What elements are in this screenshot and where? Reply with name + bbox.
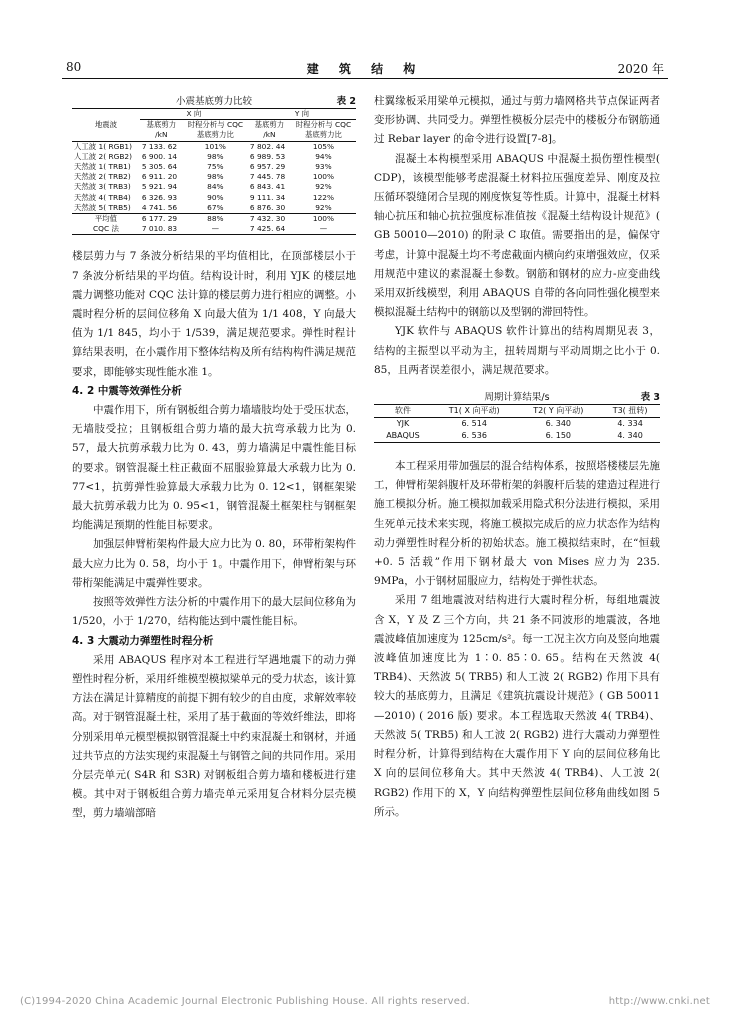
cell-t1: 6. 514 bbox=[461, 419, 487, 429]
cell-t2: 6. 340 bbox=[545, 419, 572, 429]
running-header bbox=[62, 60, 668, 78]
cnki-url: http://www.cnki.net bbox=[608, 996, 710, 1007]
paragraph: 混凝土本构模型采用 ABAQUS 中混凝土损伤塑性模型( CDP)，该模型能够考虑混凝土材料拉压强度差异、刚度及拉压循环裂缝闭合呈现的刚度恢复等性质。计算中，混凝土材料轴心抗压和轴心抗拉强度标准值按《混凝土结构设计规范》( GB 50010—2010) 的附录 C 取值。需要指出的是，偏保守考虑，计算中混凝土均不考虑截面内横向约束增强效应，仅采用规范中建议的素混凝土参数。钢筋和钢材的应力-应变曲线采用双折线模型，利用 ABAQUS 自带的各向同性强化模型来模拟混凝土结构中的钢筋以及型钢的滞回特性。 bbox=[374, 152, 660, 319]
cell-cqc-x-shear: 7 010. 83 bbox=[140, 224, 183, 235]
th-x-shear-unit: /kN bbox=[140, 130, 183, 141]
table-row-average bbox=[72, 214, 356, 225]
header-rule bbox=[62, 78, 668, 79]
cell-x-shear: 6 326. 93 bbox=[141, 192, 178, 202]
table2-number: 表 2 bbox=[336, 96, 356, 107]
cell-y-ratio: 122% bbox=[312, 192, 335, 202]
table3-number: 表 3 bbox=[640, 392, 660, 404]
cell-x-shear: 4 741. 56 bbox=[140, 203, 183, 214]
cell-software: YJK bbox=[396, 419, 410, 429]
th-wave: 地震波 bbox=[72, 109, 140, 142]
left-column bbox=[72, 92, 356, 824]
table3-caption bbox=[374, 388, 660, 404]
cell-y-ratio: 94% bbox=[315, 151, 332, 161]
table3-title: 周期计算结果/s bbox=[484, 392, 550, 404]
table2-caption bbox=[72, 92, 356, 108]
th-x-shear: 基底剪力 bbox=[146, 120, 177, 130]
th-group-y: Y 向 bbox=[248, 109, 356, 120]
th-group-x: X 向 bbox=[140, 109, 248, 120]
paragraph: 中震作用下，所有钢板组合剪力墙墙肢均处于受压状态，无墙肢受拉；且钢板组合剪力墙的最大抗弯承载力比为 0. 57，最大抗剪承载力比为 0. 43，剪力墙满足中震性能目标的要求。钢管混凝土柱正截面不屈服验算最大承载力比为 0. 77<1，抗剪弹性验算最大承载力比为 0. 12<1，钢框架梁最大抗剪承载力比为 0. 95<1，钢管混凝土框架柱与钢框架均能满足预期的性能目标要求。 bbox=[72, 404, 356, 532]
cell-x-ratio: 90% bbox=[207, 192, 224, 202]
table-row bbox=[374, 430, 660, 443]
cell-y-ratio: 92% bbox=[315, 182, 332, 192]
table-row bbox=[72, 203, 356, 214]
page-number: 80 bbox=[66, 60, 82, 74]
cell-y-shear: 7 445. 78 bbox=[249, 172, 286, 182]
table-row bbox=[72, 152, 356, 162]
cell-x-ratio: 75% bbox=[207, 162, 224, 172]
cell-x-ratio: 101% bbox=[204, 141, 226, 151]
cell-y-ratio: 92% bbox=[291, 203, 356, 214]
table-row bbox=[72, 162, 356, 172]
paragraph: 采用 7 组地震波对结构进行大震时程分析，每组地震波含 X，Y 及 Z 三个方向，共 21 条不同波形的地震波，各地震波峰值加速度为 125cm/s²。每一工况主次方向及竖向地震波峰值加速度比为 1∶0. 85∶0. 65。结构在天然波 4( TRB4)、天然波 5( TRB5) 和人工波 2( RGB2) 作用下具有较大的基底剪力，且满足《建筑抗震设计规范》( GB 50011—2010) ( 2016 版) 要求。本工程选取天然波 4( TRB4)、天然波 5( TRB5) 和人工波 2( RGB2) 进行大震动力弹塑性时程分析，计算得到结构在大震作用下 Y 向的层间位移角比 X 向的层间位移角大。其中天然波 4( TRB4)、人工波 2( RGB2) 作用下的 X，Y 向结构弹塑性层间位移角曲线如图 5 所示。 bbox=[374, 594, 660, 818]
paragraph: 按照等效弹性方法分析的中震作用下的最大层间位移角为 1/520，小于 1/270，结构能达到中震性能目标。 bbox=[72, 596, 356, 628]
table-row bbox=[374, 418, 660, 431]
cell-t3: 4. 340 bbox=[600, 430, 660, 443]
table-row bbox=[72, 141, 356, 152]
table3-periods bbox=[374, 404, 660, 443]
cell-y-ratio: 100% bbox=[312, 172, 335, 182]
right-column bbox=[374, 92, 660, 822]
cell-t1: 6. 536 bbox=[432, 430, 517, 443]
cell-x-ratio: 98% bbox=[207, 151, 224, 161]
th-x-ratio-1: 时程分析与 CQC bbox=[187, 120, 244, 130]
th-t3: T3( 扭转) bbox=[600, 405, 660, 418]
table2-title: 小震基底剪力比较 bbox=[175, 96, 252, 107]
cell-x-shear: 5 305. 64 bbox=[141, 162, 178, 172]
cell-x-shear: 6 911. 20 bbox=[141, 172, 178, 182]
cell-avg-label: 平均值 bbox=[94, 214, 118, 224]
table-row bbox=[72, 172, 356, 182]
th-y-ratio-2: 基底剪力比 bbox=[291, 130, 356, 141]
table2-base-shear bbox=[72, 108, 356, 235]
cell-avg-y-shear: 7 432. 30 bbox=[249, 214, 286, 224]
paragraph: 加强层伸臂桁架构件最大应力比为 0. 80，环带桁架构件最大应力比为 0. 58，均小于 1。中震作用下，伸臂桁架与环带桁架能满足中震弹性要求。 bbox=[72, 538, 356, 589]
th-y-ratio-1: 时程分析与 CQC bbox=[295, 120, 352, 130]
cell-x-ratio: 67% bbox=[183, 203, 248, 214]
issue-year: 2020 年 bbox=[617, 62, 664, 76]
cell-y-shear: 6 989. 53 bbox=[249, 151, 286, 161]
cell-wave: 天然波 1( TRB1) bbox=[74, 162, 131, 172]
cell-wave: 天然波 3( TRB3) bbox=[74, 182, 131, 192]
cell-x-shear: 6 900. 14 bbox=[141, 151, 178, 161]
cell-wave: 天然波 2( TRB2) bbox=[74, 172, 131, 182]
copyright-notice: (C)1994-2020 China Academic Journal Electronic Publishing House. All rights reserved. bbox=[20, 996, 470, 1007]
cell-y-shear: 6 843. 41 bbox=[249, 182, 286, 192]
cell-x-ratio: 84% bbox=[207, 182, 224, 192]
th-y-shear: 基底剪力 bbox=[254, 120, 285, 130]
cell-y-shear: 9 111. 34 bbox=[249, 192, 286, 202]
cell-cqc-y-shear: 7 425. 64 bbox=[248, 224, 291, 235]
cell-y-shear: 6 957. 29 bbox=[249, 162, 286, 172]
cell-wave: 天然波 4( TRB4) bbox=[74, 192, 131, 202]
table-row bbox=[72, 182, 356, 192]
journal-title: 建 筑 结 构 bbox=[306, 62, 424, 76]
th-y-shear-unit: /kN bbox=[248, 130, 291, 141]
th-t1: T1( X 向平动) bbox=[432, 405, 517, 418]
cell-avg-x-shear: 6 177. 29 bbox=[141, 214, 178, 224]
cell-wave: 人工波 2( RGB2) bbox=[74, 151, 132, 161]
paragraph: 本工程采用带加强层的混合结构体系，按照塔楼楼层先施工，伸臂桁架斜腹杆及环带桁架的斜腹杆后装的建造过程进行施工模拟分析。施工模拟加载采用隐式积分法进行模拟，采用生死单元技术来实现，将施工模拟完成后的应力状态作为结构动力弹塑性时程分析的初始状态。施工模拟结束时，在“恒载+0. 5 活载”作用下钢材最大 von Mises 应力为 235. 9MPa，小于钢材屈服应力，结构处于弹性状态。 bbox=[374, 460, 660, 588]
cell-t2: 6. 150 bbox=[516, 430, 600, 443]
cell-wave: 人工波 1( RGB1) bbox=[74, 141, 132, 151]
table-row-cqc bbox=[72, 224, 356, 235]
cell-x-shear: 7 133. 62 bbox=[141, 141, 178, 151]
table-row bbox=[72, 193, 356, 203]
cell-y-ratio: 105% bbox=[312, 141, 335, 151]
cell-software: ABAQUS bbox=[374, 430, 432, 443]
section-heading-4-2: 4. 2 中震等效弹性分析 bbox=[72, 384, 182, 397]
cell-t3: 4. 334 bbox=[617, 419, 643, 429]
cell-y-shear: 6 876. 30 bbox=[248, 203, 291, 214]
cell-wave: 天然波 5( TRB5) bbox=[72, 203, 140, 214]
th-software: 软件 bbox=[374, 405, 432, 418]
paragraph: 采用 ABAQUS 程序对本工程进行罕遇地震下的动力弹塑性时程分析，采用纤维模型模拟梁单元的受力状态，该计算方法在满足计算精度的前提下拥有较少的自由度，求解效率较高。对于钢管混凝土柱，采用了基于截面的等效纤维法，即将分别采用单元模型模拟钢管混凝土中约束混凝土和钢材，并通过共节点的方法实现约束混凝土与钢管之间的共同作用。采用分层壳单元( S4R 和 S3R) 对钢板组合剪力墙和楼板进行建模。其中对于钢板组合剪力墙壳单元采用复合材料分层壳模型，剪力墙端部暗 bbox=[72, 653, 356, 820]
th-t2: T2( Y 向平动) bbox=[516, 405, 600, 418]
cell-cqc-label: CQC 法 bbox=[72, 224, 140, 235]
paragraph: 柱翼缘板采用梁单元模拟，通过与剪力墙网格共节点保证两者变形协调、共同受力。弹塑性模板分层壳中的楼板分布钢筋通过 Rebar layer 的命令进行设置[7-8]。 bbox=[374, 95, 660, 146]
cell-y-shear: 7 802. 44 bbox=[249, 141, 286, 151]
cell-avg-y-ratio: 100% bbox=[312, 214, 335, 224]
paragraph: YJK 软件与 ABAQUS 软件计算出的结构周期见表 3，结构的主振型以平动为主，扭转周期与平动周期之比小于 0. 85，且两者误差很小，满足规范要求。 bbox=[374, 325, 660, 376]
cell-x-shear: 5 921. 94 bbox=[141, 182, 178, 192]
paragraph: 楼层剪力与 7 条波分析结果的平均值相比，在顶部楼层小于 7 条波分析结果的平均值。结构设计时，利用 YJK 的楼层地震力调整功能对 CQC 法计算的楼层剪力进行相应的调整。小震时程分析的层间位移角 X 向最大值为 1/1 408，Y 向最大值为 1/1 845，均小于 1/539，满足规范要求。弹性时程计算结果表明，在小震作用下整体结构及所有结构构件满足规范要求，即能够实现性能水准 1。 bbox=[72, 250, 356, 378]
cell-y-ratio: 93% bbox=[315, 162, 332, 172]
section-heading-4-3: 4. 3 大震动力弹塑性时程分析 bbox=[72, 634, 214, 647]
cell-avg-x-ratio: 88% bbox=[207, 214, 224, 224]
cell-cqc-x-ratio: — bbox=[183, 224, 248, 235]
cell-x-ratio: 98% bbox=[207, 172, 224, 182]
th-x-ratio-2: 基底剪力比 bbox=[183, 130, 248, 141]
cell-cqc-y-ratio: — bbox=[291, 224, 356, 235]
